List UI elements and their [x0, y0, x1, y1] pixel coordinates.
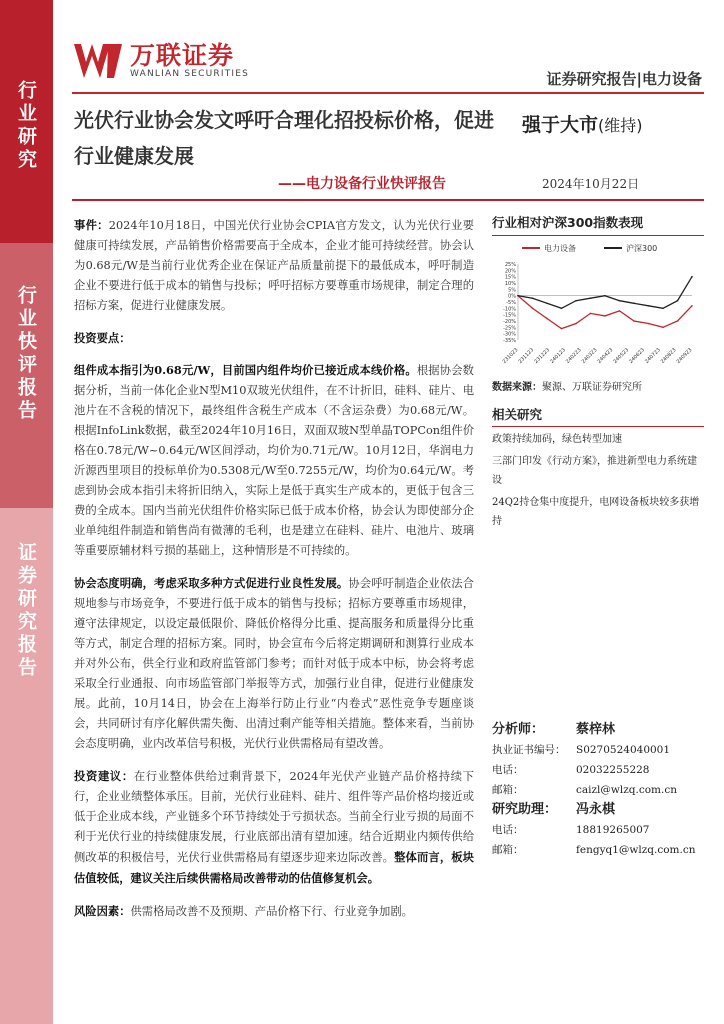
y-tick-label: 0% — [508, 293, 516, 300]
data-point — [532, 297, 534, 299]
logo-name-cn: 万联证券 — [130, 41, 235, 70]
y-tick-label: 25% — [504, 262, 516, 268]
x-tick-label: 231123 — [517, 347, 536, 365]
related-research-list — [492, 430, 704, 531]
performance-chart — [492, 236, 704, 368]
x-tick-label: 240323 — [580, 347, 599, 365]
related-item[interactable]: 政策持续加码，绿色转型加速 — [492, 434, 622, 445]
email-label: 邮箱： — [492, 784, 524, 796]
y-tick-label: -10% — [503, 306, 516, 313]
header-rule — [72, 92, 704, 94]
related-item[interactable]: 三部门印发《行动方案》，推进新型电力系统建设 — [492, 456, 697, 486]
source-label: 数据来源： — [492, 382, 542, 393]
x-tick-label: 240623 — [628, 347, 646, 365]
risk-text: 供需格局改善不及预期、产品价格下行、行业竞争加剧。 — [130, 905, 413, 918]
y-tick-label: -35% — [503, 338, 516, 344]
y-tick-label: -5% — [506, 300, 516, 306]
y-tick-label: 15% — [504, 274, 516, 281]
y-tick-label: -25% — [503, 325, 516, 332]
report-subtitle: ——电力设备行业快评报告 — [278, 176, 446, 192]
email-label: 邮箱： — [492, 844, 524, 856]
sidebar-section-securities — [0, 508, 53, 1024]
x-tick-label: 240923 — [675, 347, 694, 365]
advice-text: 在行业整体供给过剩背景下，2024年光伏产业链产品价格持续下行，企业业绩整体承压。目前，光伏行业硅料、硅片、组件等产品价格均接近或低于企业成本线，产业链多个环节持续处于亏损状态。当前全行业亏损的局面不利于光伏行业的持续健康发展，行业底部出清有望加速。结合近期业内频传供给侧改革的积极信号，光伏行业供需格局有望逐步迎来边际改善。 — [74, 770, 474, 864]
sidebar-label-review: 行业快评报告 — [15, 285, 37, 423]
assistant-label: 研究助理： — [492, 802, 558, 817]
related-research-title: 相关研究 — [492, 405, 704, 427]
y-tick-label: 20% — [504, 268, 516, 275]
data-point — [604, 315, 606, 317]
point-1-lead: 组件成本指引为0.68元/W，目前国内组件均价已接近成本线价格。 — [74, 363, 417, 377]
title-divider — [72, 199, 704, 201]
data-point — [633, 302, 635, 304]
chart-source — [492, 378, 704, 393]
data-point — [561, 308, 563, 310]
advice-label: 投资建议： — [74, 769, 134, 783]
related-item[interactable]: 24Q2持仓集中度提升，电网设备板块较多获增持 — [492, 497, 700, 527]
advice-lead: 整体而言，板块估值较低，建议关注后续供需格局改善带动的估值修复机会。 — [74, 850, 474, 885]
x-tick-label: 240423 — [596, 347, 615, 365]
data-point — [532, 308, 534, 310]
point-2-lead: 协会态度明确，考虑采取多种方式促进行业良性发展。 — [74, 576, 349, 590]
report-type: 证券研究报告|电力设备 — [546, 70, 702, 88]
assistant-name: 冯永棋 — [576, 802, 616, 817]
series-line — [518, 296, 692, 329]
data-point — [648, 305, 650, 307]
source-text: 聚源、万联证券研究所 — [542, 382, 642, 393]
data-point — [691, 305, 693, 307]
cert-label: 执业证书编号： — [492, 744, 566, 756]
data-point — [633, 320, 635, 322]
rating-value: 强于大市 — [522, 114, 599, 136]
legend-label: 沪深300 — [626, 244, 658, 253]
sidebar-label-securities: 证券研究报告 — [15, 542, 37, 680]
report-date: 2024年10月22日 — [542, 177, 640, 191]
x-tick-label: 240823 — [659, 347, 678, 365]
event-text: 2024年10月18日，中国光伏行业协会CPIA官方发文，认为光伏行业要健康可持续发展，产品销售价格需要高于全成本，企业才能可持续经营。协会认为0.68元/W是当前行业优秀企业在保证产品质量前提下的最低成本，呼吁制造企业不要进行低于成本的销售与投标；呼吁招标方要尊重市场规律，制定合理的招标方案，促进行业健康发展。 — [74, 219, 474, 312]
data-point — [590, 313, 592, 315]
data-point — [604, 295, 606, 297]
point-1-text: 根据协会数据分析，当前一体化企业N型M10双玻光伏组件，在不计折旧，硅料、硅片、电池片在不含税的情况下，最终组件含税生产成本（不含运杂费）为0.68元/W。根据InfoLink数据，截至2024年10月16日，双面双玻N型单晶TOPCon组件价格在0.78元/W~0.64元/W区间浮动，均价为0.71元/W。10月12日，华润电力沂源西里项目的投标单价为0.5308元/W至0.7255元/W，均价为0.64元/W。考虑到协会成本指引未将折旧纳入，实际上是低于真实生产成本的，更低于包含三费的全成本。国内当前光伏组件价格实际已低于成本价格，协会认为即使部分企业单纯组件制造和销售尚有微薄的毛利，也是建立在硅料、硅片、电池片、玻璃等重要原辅材料亏损的基础上，这种情形是不可持续的。 — [74, 364, 474, 557]
x-tick-label: 231023 — [501, 347, 520, 365]
y-tick-label: -20% — [503, 319, 516, 325]
data-point — [619, 310, 621, 312]
data-point — [561, 328, 563, 330]
risk-paragraph — [74, 901, 474, 922]
report-title: 光伏行业协会发文呼吁合理化招投标价格，促进行业健康发展 — [74, 108, 494, 168]
industry-rating — [522, 110, 643, 137]
wanlian-logo-icon — [72, 42, 124, 80]
x-tick-label: 240523 — [612, 347, 631, 365]
data-point — [648, 323, 650, 325]
point-2-text: 协会呼吁制造企业依法合规地参与市场竞争，不要进行低于成本的销售与投标；招标方要尊重市场规律，遵守法律规定，以设定最低限价、降低价格得分比重、提高服务和质量得分比重等方式，制定合理的招标方案。同时，协会宣布今后将定期调研和测算行业成本并对外公布，供全行业和政府监管部门参考；而针对低于成本中标，协会将考虑采取全行业通报、向市场监管部门举报等方式，加强行业自律，促进行业健康发展。此前，10月14日，协会在上海举行防止行业“内卷式”恶性竞争专题座谈会，共同研讨有序化解供需失衡、出清过剩产能等相关措施。整体来看，当前协会态度明确，业内改革信号积极，光伏行业供需格局有望改善。 — [74, 577, 474, 750]
analyst-name: 蔡梓林 — [576, 722, 616, 737]
sidebar-section-review — [0, 243, 53, 508]
data-point — [575, 300, 577, 302]
phone-label: 电话： — [492, 824, 524, 836]
y-tick-label: 10% — [504, 281, 516, 287]
data-point — [546, 318, 548, 320]
analyst-label: 分析师： — [492, 722, 545, 737]
logo-name-en: WANLIAN SECURITIES — [130, 69, 250, 79]
x-tick-label: 240723 — [644, 347, 662, 365]
data-point — [677, 300, 679, 302]
data-point — [662, 327, 664, 329]
event-label: 事件： — [74, 218, 109, 232]
legend-label: 电力设备 — [544, 244, 576, 253]
assistant-phone: 18819265007 — [576, 824, 650, 836]
data-point — [662, 308, 664, 310]
phone-label: 电话： — [492, 764, 524, 776]
assistant-email[interactable]: fengyq1@wlzq.com.cn — [576, 844, 696, 856]
data-point — [575, 323, 577, 325]
data-point — [619, 300, 621, 302]
y-tick-label: -30% — [503, 331, 516, 338]
x-tick-label: 240223 — [564, 347, 583, 365]
x-tick-label: 231223 — [533, 347, 552, 365]
data-point — [517, 295, 519, 297]
analyst-block — [492, 720, 704, 860]
series-line — [518, 277, 692, 309]
y-tick-label: 5% — [508, 287, 516, 294]
data-point — [546, 302, 548, 304]
x-tick-label: 240123 — [549, 347, 567, 365]
point-1 — [74, 360, 474, 561]
sidebar — [0, 0, 53, 1024]
points-heading: 投资要点： — [74, 331, 131, 345]
rating-sub: (维持) — [598, 116, 643, 135]
analyst-phone: 02032255228 — [576, 764, 650, 776]
sidebar-label-industry: 行业研究 — [15, 80, 37, 172]
right-column — [492, 213, 704, 534]
sidebar-section-industry — [0, 0, 53, 243]
main-content — [74, 215, 474, 934]
event-paragraph — [74, 215, 474, 316]
y-tick-label: -15% — [503, 312, 516, 319]
data-point — [590, 297, 592, 299]
analyst-email[interactable]: caizl@wlzq.com.cn — [576, 784, 677, 796]
data-point — [691, 276, 693, 278]
chart-title: 行业相对沪深300指数表现 — [492, 213, 704, 236]
point-2 — [74, 573, 474, 754]
risk-label: 风险因素： — [74, 904, 131, 918]
cert-number: S0270524040001 — [576, 744, 671, 756]
advice-paragraph — [74, 766, 474, 889]
data-point — [677, 320, 679, 322]
company-logo — [72, 42, 249, 80]
